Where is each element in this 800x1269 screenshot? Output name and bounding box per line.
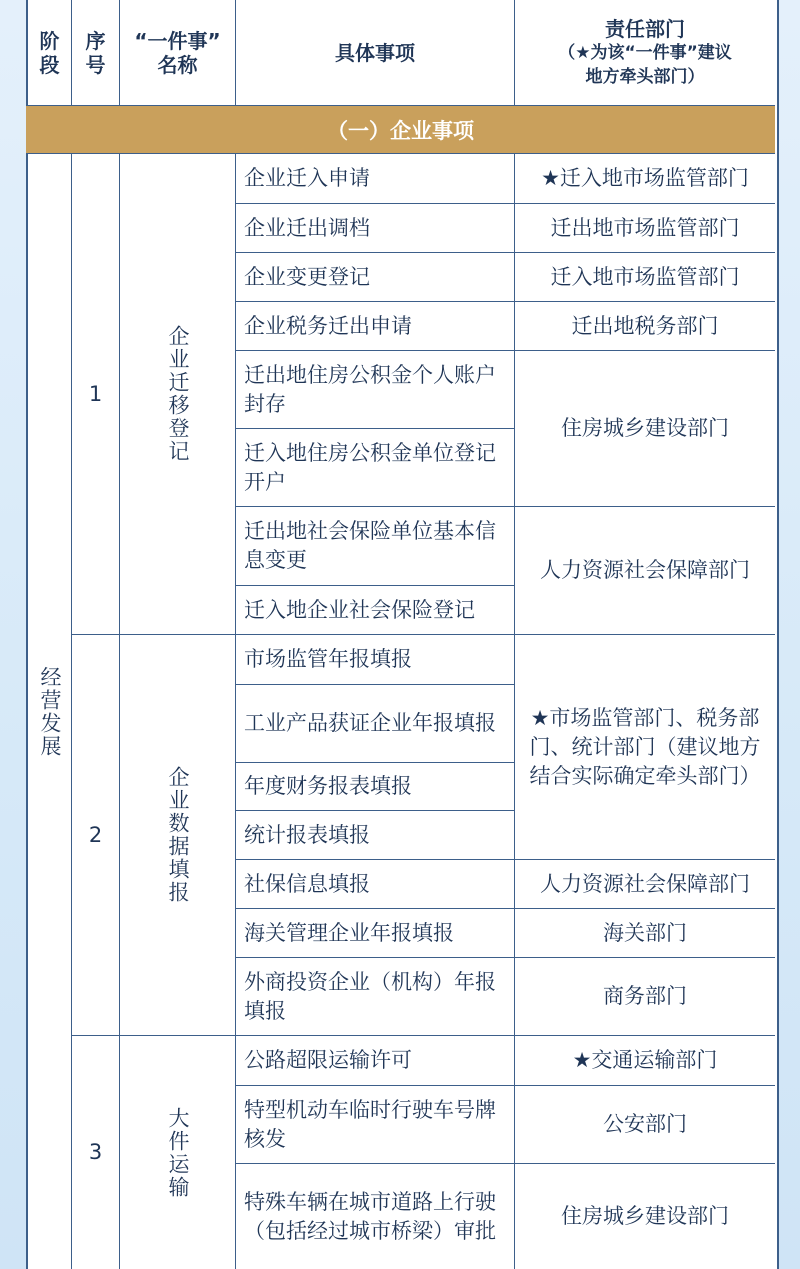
- dept-13: [515, 1164, 775, 1269]
- dept-6-label: 人力资源社会保障部门: [540, 558, 750, 582]
- item-6: [236, 429, 515, 507]
- header-serial-line1: 序: [85, 28, 106, 53]
- group-no-3-label: 3: [88, 1140, 103, 1164]
- group-name-3: [120, 1036, 236, 1269]
- item-11-label: 年度财务报表填报: [244, 774, 412, 798]
- header-serial: [72, 0, 120, 106]
- dept-12-label: 公安部门: [603, 1112, 687, 1136]
- dept-10: [515, 958, 775, 1036]
- group-no-2-label: 2: [88, 822, 103, 847]
- dept-2: [515, 204, 775, 253]
- dept-11: [515, 1036, 775, 1086]
- dept-1: [515, 154, 775, 204]
- item-7-label: 迁出地社会保险单位基本信息变更: [244, 519, 496, 572]
- dept-3-label: 迁入地市场监管部门: [550, 264, 740, 289]
- dept-5: [515, 351, 775, 507]
- item-8-label: 迁入地企业社会保险登记: [244, 597, 475, 622]
- header-name-line1: “一件事”: [134, 28, 221, 53]
- header-stage: [28, 0, 72, 106]
- dept-12: [515, 1086, 775, 1164]
- group-no-1-label: 1: [88, 381, 103, 406]
- stage-name: 经营发展: [38, 665, 62, 758]
- item-14: [236, 909, 515, 958]
- dept-8-label: 人力资源社会保障部门: [540, 871, 750, 896]
- item-9-label: 市场监管年报填报: [244, 647, 412, 671]
- item-12: [236, 811, 515, 860]
- item-6-label: 迁入地住房公积金单位登记开户: [244, 440, 496, 494]
- dept-2-label: 迁出地市场监管部门: [550, 215, 740, 240]
- group-name-1-label: 企业迁移登记: [166, 325, 190, 463]
- item-2-label: 企业迁出调档: [244, 215, 370, 240]
- group-name-3-label: 大件运输: [166, 1106, 190, 1199]
- header-serial-line2: 号: [85, 52, 106, 77]
- item-8: [236, 586, 515, 635]
- dept-8: [515, 860, 775, 909]
- item-10: [236, 685, 515, 763]
- item-13: [236, 860, 515, 909]
- dept-9-label: 海关部门: [603, 920, 687, 945]
- item-5: [236, 351, 515, 429]
- dept-4-label: 迁出地税务部门: [571, 313, 719, 338]
- item-4: [236, 302, 515, 351]
- header-name: [120, 0, 236, 106]
- item-7: [236, 507, 515, 586]
- dept-1-label: ★迁入地市场监管部门: [541, 166, 749, 190]
- item-12-label: 统计报表填报: [244, 822, 370, 847]
- dept-9: [515, 909, 775, 958]
- dept-4: [515, 302, 775, 351]
- item-4-label: 企业税务迁出申请: [244, 313, 412, 338]
- item-16: [236, 1036, 515, 1086]
- dept-7-label: ★市场监管部门、税务部门、统计部门（建议地方结合实际确定牵头部门）: [529, 705, 761, 788]
- item-18-label: 特殊车辆在城市道路上行驶（包括经过城市桥梁）审批: [244, 1189, 496, 1243]
- section-title-label: （一）企业事项: [327, 118, 474, 143]
- header-dept: [515, 0, 775, 106]
- stage-cell: [28, 154, 72, 1269]
- item-10-label: 工业产品获证企业年报填报: [244, 711, 496, 735]
- item-15: [236, 958, 515, 1036]
- item-3-label: 企业变更登记: [244, 264, 370, 289]
- item-5-label: 迁出地住房公积金个人账户封存: [244, 362, 496, 416]
- header-stage-line1: 阶: [39, 28, 60, 53]
- group-no-1: [72, 154, 120, 635]
- dept-13-label: 住房城乡建设部门: [561, 1204, 729, 1228]
- dept-6: [515, 507, 775, 635]
- group-no-3: [72, 1036, 120, 1269]
- group-name-1: [120, 154, 236, 635]
- header-name-line2: 名称: [157, 52, 198, 77]
- item-18: [236, 1164, 515, 1269]
- header-dept-line2: （★为该“一件事”建议: [558, 42, 732, 63]
- item-13-label: 社保信息填报: [244, 871, 370, 896]
- dept-3: [515, 253, 775, 302]
- item-1: [236, 154, 515, 204]
- header-item: [236, 0, 515, 106]
- dept-5-label: 住房城乡建设部门: [561, 416, 729, 440]
- header-item-label: 具体事项: [335, 40, 415, 65]
- group-name-2: [120, 635, 236, 1036]
- item-9: [236, 635, 515, 685]
- item-17-label: 特型机动车临时行驶车号牌核发: [244, 1097, 496, 1151]
- dept-11-label: ★交通运输部门: [572, 1048, 718, 1072]
- item-3: [236, 253, 515, 302]
- item-15-label: 外商投资企业（机构）年报填报: [244, 969, 496, 1023]
- item-14-label: 海关管理企业年报填报: [244, 920, 454, 945]
- item-1-label: 企业迁入申请: [244, 166, 370, 190]
- item-17: [236, 1086, 515, 1164]
- header-dept-line1: 责任部门: [605, 16, 685, 41]
- group-name-2-label: 企业数据填报: [166, 766, 190, 904]
- dept-10-label: 商务部门: [603, 984, 687, 1008]
- item-11: [236, 763, 515, 811]
- group-no-2: [72, 635, 120, 1036]
- section-title: [26, 106, 775, 154]
- item-2: [236, 204, 515, 253]
- dept-7: [515, 635, 775, 860]
- header-stage-line2: 段: [39, 52, 60, 77]
- item-16-label: 公路超限运输许可: [244, 1048, 412, 1072]
- header-dept-line3: 地方牵头部门）: [585, 66, 705, 87]
